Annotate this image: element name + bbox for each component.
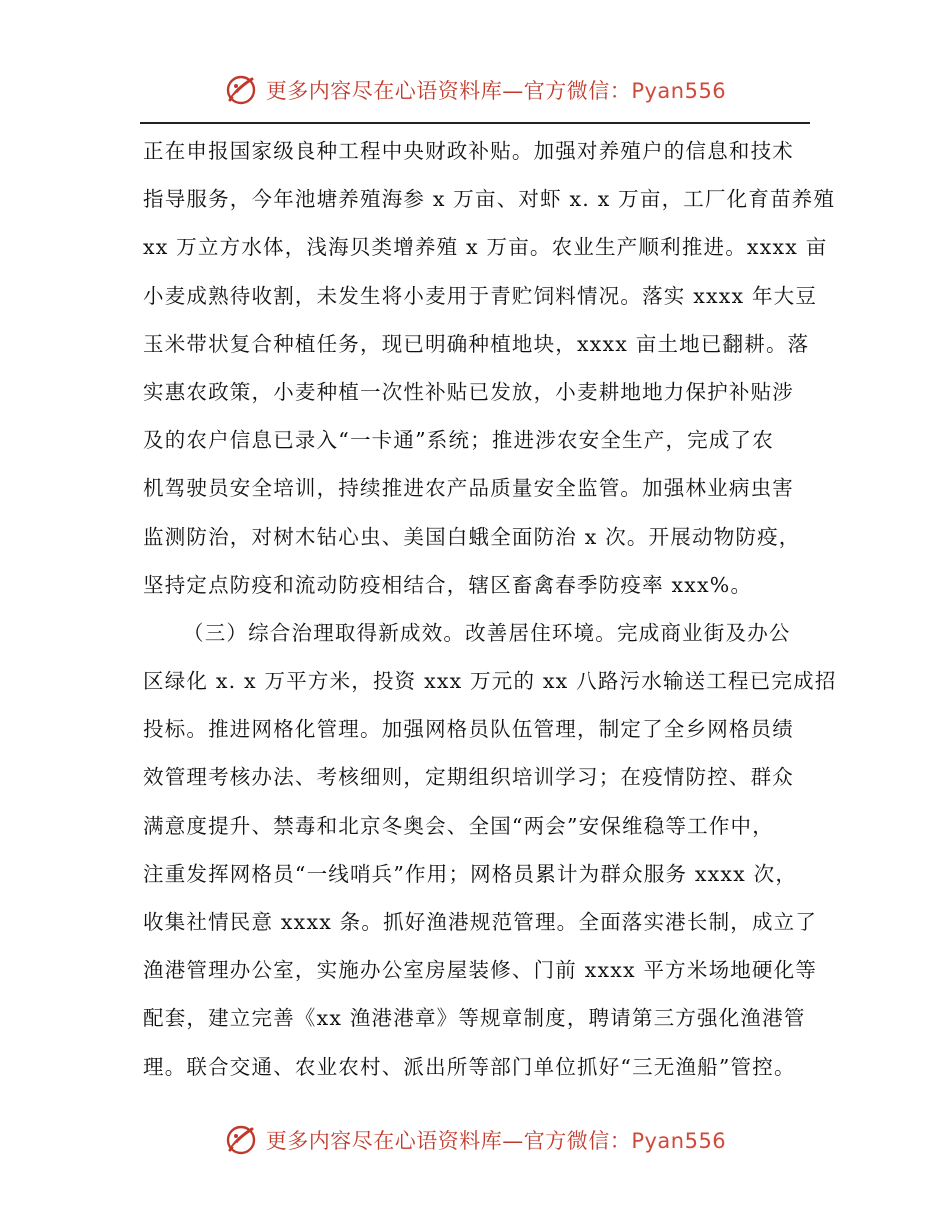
- header-banner-text: 更多内容尽在心语资料库—官方微信：Pyan556: [265, 79, 727, 103]
- body-line: 收集社情民意 xxxx 条。抓好渔港规范管理。全面落实港长制，成立了: [143, 910, 818, 934]
- body-line: 实惠农政策，小麦种植一次性补贴已发放，小麦耕地地力保护补贴涉: [143, 379, 794, 404]
- body-line: 正在申报国家级良种工程中央财政补贴。加强对养殖户的信息和技术: [143, 139, 794, 163]
- footer-banner: [0, 1120, 950, 1160]
- document-body: [143, 127, 837, 1091]
- body-line: 区绿化 x. x 万平方米，投资 xxx 万元的 xx 八路污水输送工程已完成招: [143, 669, 837, 694]
- body-line: 指导服务，今年池塘养殖海参 x 万亩、对虾 x. x 万亩，工厂化育苗养殖: [143, 187, 836, 212]
- header-banner-handle: Pyan556: [631, 79, 727, 103]
- body-line: 投标。推进网格化管理。加强网格员队伍管理，制定了全乡网格员绩: [143, 717, 794, 742]
- body-line: 满意度提升、禁毒和北京冬奥会、全国“两会”安保维稳等工作中，: [143, 813, 774, 838]
- body-line: 理。联合交通、农业农村、派出所等部门单位抓好“三无渔船”管控。: [143, 1054, 796, 1079]
- body-line: 效管理考核办法、考核细则，定期组织培训学习；在疫情防控、群众: [143, 765, 794, 790]
- pen-logo-icon: [224, 73, 258, 107]
- body-line: 注重发挥网格员“一线哨兵”作用；网格员累计为群众服务 xxxx 次，: [143, 861, 798, 886]
- body-line: 坚持定点防疫和流动防疫相结合，辖区畜禽春季防疫率 xxx%。: [143, 572, 753, 597]
- footer-banner-handle: Pyan556: [631, 1129, 727, 1153]
- header-banner: [0, 70, 950, 110]
- body-line: 机驾驶员安全培训，持续推进农产品质量安全监管。加强林业病虫害: [143, 476, 794, 501]
- body-line: 渔港管理办公室，实施办公室房屋装修、门前 xxxx 平方米场地硬化等: [143, 958, 818, 983]
- body-line: 监测防治，对树木钻心虫、美国白蛾全面防治 x 次。开展动物防疫，: [143, 524, 801, 549]
- body-line: 配套，建立完善《xx 渔港港章》等规章制度，聘请第三方强化渔港管: [143, 1006, 806, 1031]
- section-heading-line: （三）综合治理取得新成效。改善居住环境。完成商业街及办公: [183, 620, 791, 645]
- body-line: 小麦成熟待收割，未发生将小麦用于青贮饲料情况。落实 xxxx 年大豆: [143, 283, 818, 308]
- body-line: 玉米带状复合种植任务，现已明确种植地块，xxxx 亩土地已翻耕。落: [143, 331, 810, 356]
- pen-logo-icon: [224, 1123, 258, 1157]
- body-line: 及的农户信息已录入“一卡通”系统；推进涉农安全生产，完成了农: [143, 428, 774, 453]
- footer-banner-text: 更多内容尽在心语资料库—官方微信：Pyan556: [265, 1129, 727, 1153]
- body-line: xx 万立方水体，浅海贝类增养殖 x 万亩。农业生产顺利推进。xxxx 亩: [143, 235, 828, 260]
- header-rule: [140, 122, 810, 124]
